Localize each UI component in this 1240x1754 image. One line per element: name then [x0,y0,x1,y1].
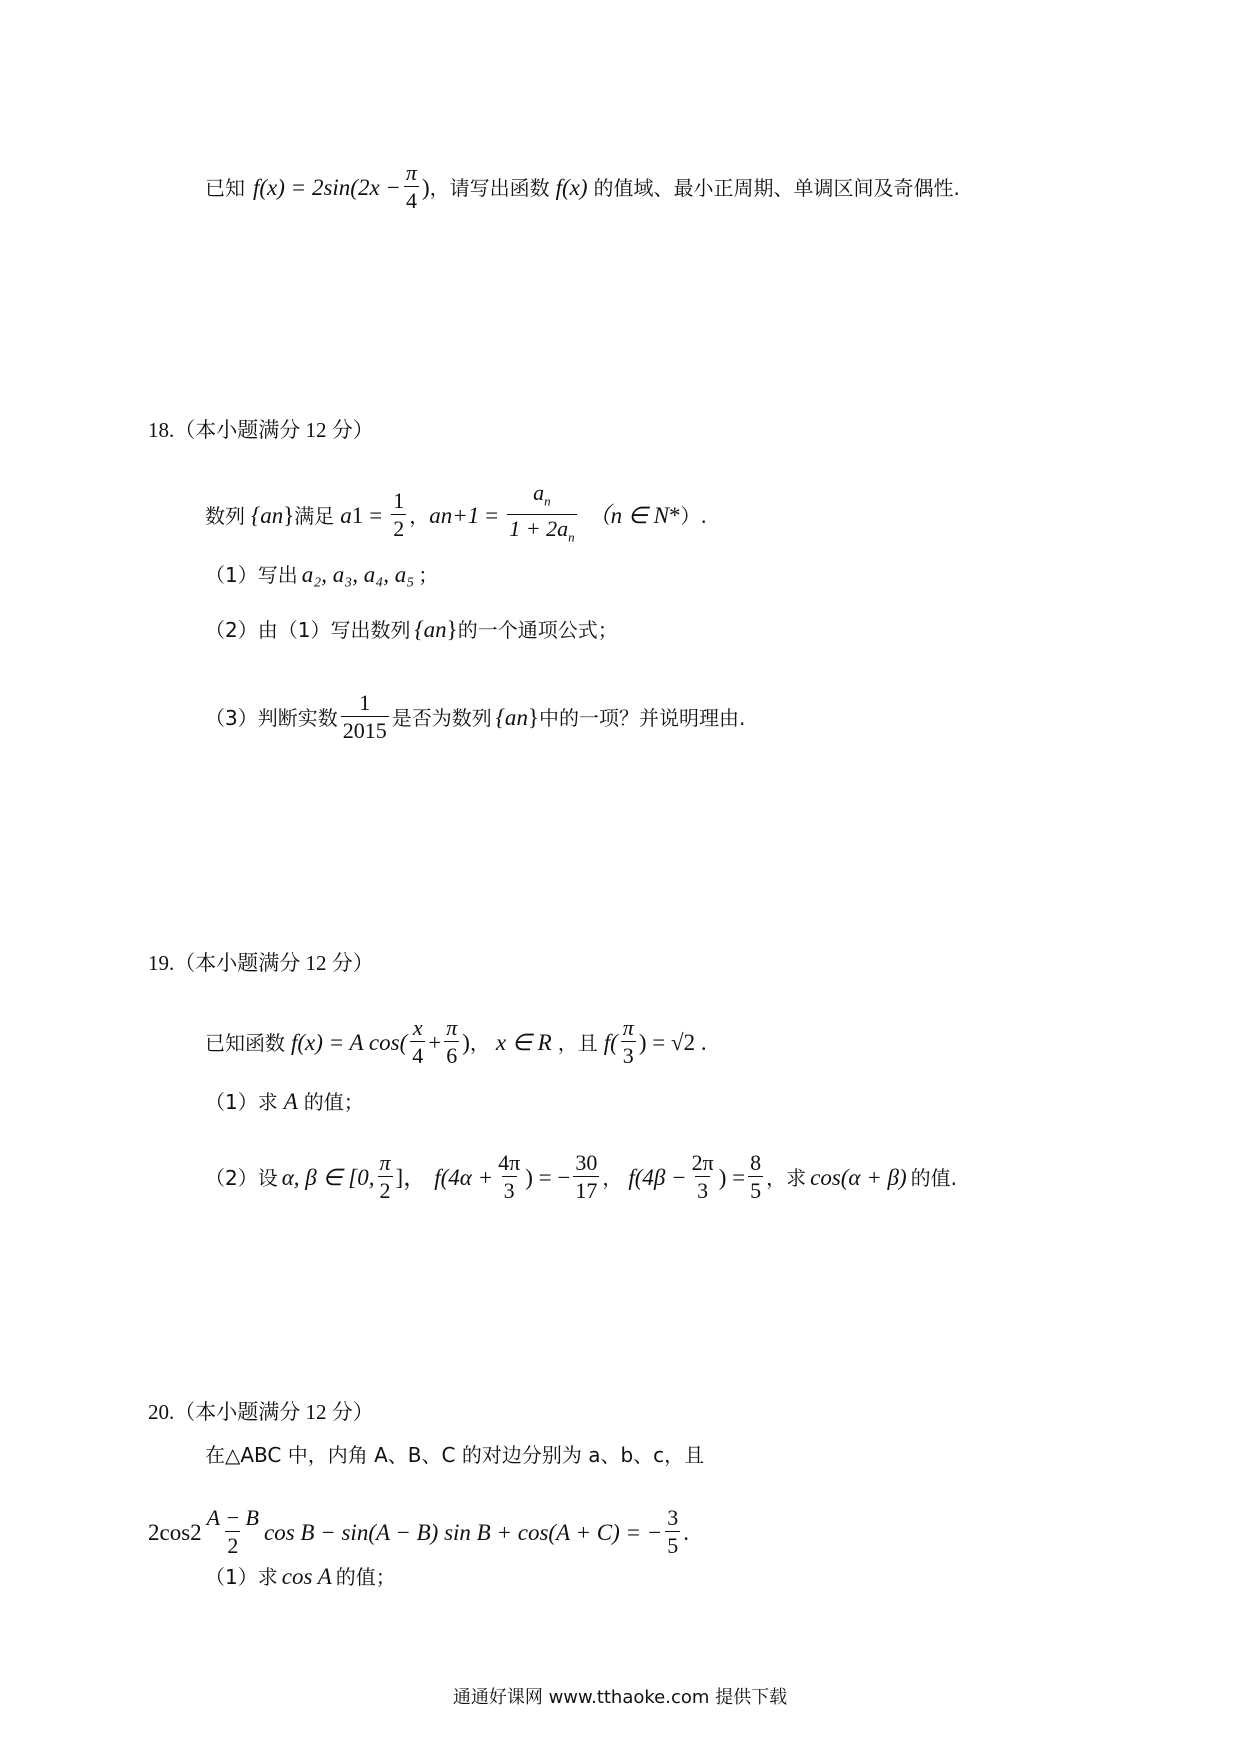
q18-recurrence: $\frac{a_n}{1 + 2a_n}$ [507,480,576,552]
q17-lead: 已知 [205,175,245,200]
q18-half: $\frac{1}{2}$ [393,488,405,542]
q17-fraction: $\frac{\pi}{4}$ [405,160,417,213]
q20-equation: 2cos 2 $\frac{A - B}{2}$ cos B − sin(A − B) sin B + cos(A + C) = − $\frac{3}{5}$ . [148,1505,690,1558]
q18-header: 18.（本小题满分 12 分） [148,418,374,442]
page-footer: 通通好课网 www.tthaoke.com 提供下载 [452,1687,788,1708]
q18-part3: （3）判断实数 $\frac{1}{2015}$ 是否为数列 {a n } 中的一项？并说明理由. [205,690,746,743]
q18-part3-fraction: $\frac{1}{2015}$ [342,690,387,743]
q20-header: 20.（本小题满分 12 分） [148,1400,374,1424]
q17-statement: 已知 f(x) = 2sin(2x − $\frac{\pi}{4}$ ) ，请写出函数 f(x) 的值域、最小正周期、单调区间及奇偶性. [205,160,960,213]
q19-part1: （1）求 A 的值； [205,1089,364,1114]
q19-part2: （2）设 α, β ∈ [0, $\frac{\pi}{2}$ ]， f(4α + $\frac{4\pi}{3}$ ) = − $\frac{30}{17}$ ， f(4β − $\frac{2\pi}{3}$ ) = $\frac{8}{5}$ ，求 cos(α + β) 的值. [205,1150,957,1203]
q17-formula: f(x) = 2sin(2x − [253,174,401,200]
q20-statement: 在△ABC 中，内角 A、B、C 的对边分别为 a、b、c，且 [205,1443,705,1467]
q19-header: 19.（本小题满分 12 分） [148,951,374,975]
q18-part2: （2）由（1）写出数列 {a n } 的一个通项公式； [205,617,618,642]
q18-part1: （1）写出 a₂, a₃, a₄, a₅ ； [205,562,439,587]
q20-part1: （1）求 cos A 的值； [205,1564,396,1589]
q18-statement: 数列 {a n } 满足 a 1 = $\frac{1}{2}$ ， a n+1 = $\frac{a_n}{1 + 2a_n}$ （n ∈ N * ）. [205,480,707,552]
q19-statement: 已知函数 f(x) = A cos( $\frac{x}{4}$ + $\frac{\pi}{6}$ ) ， x ∈ R ，且 f( $\frac{\pi}{3}$ ) = √2 . [205,1015,707,1068]
